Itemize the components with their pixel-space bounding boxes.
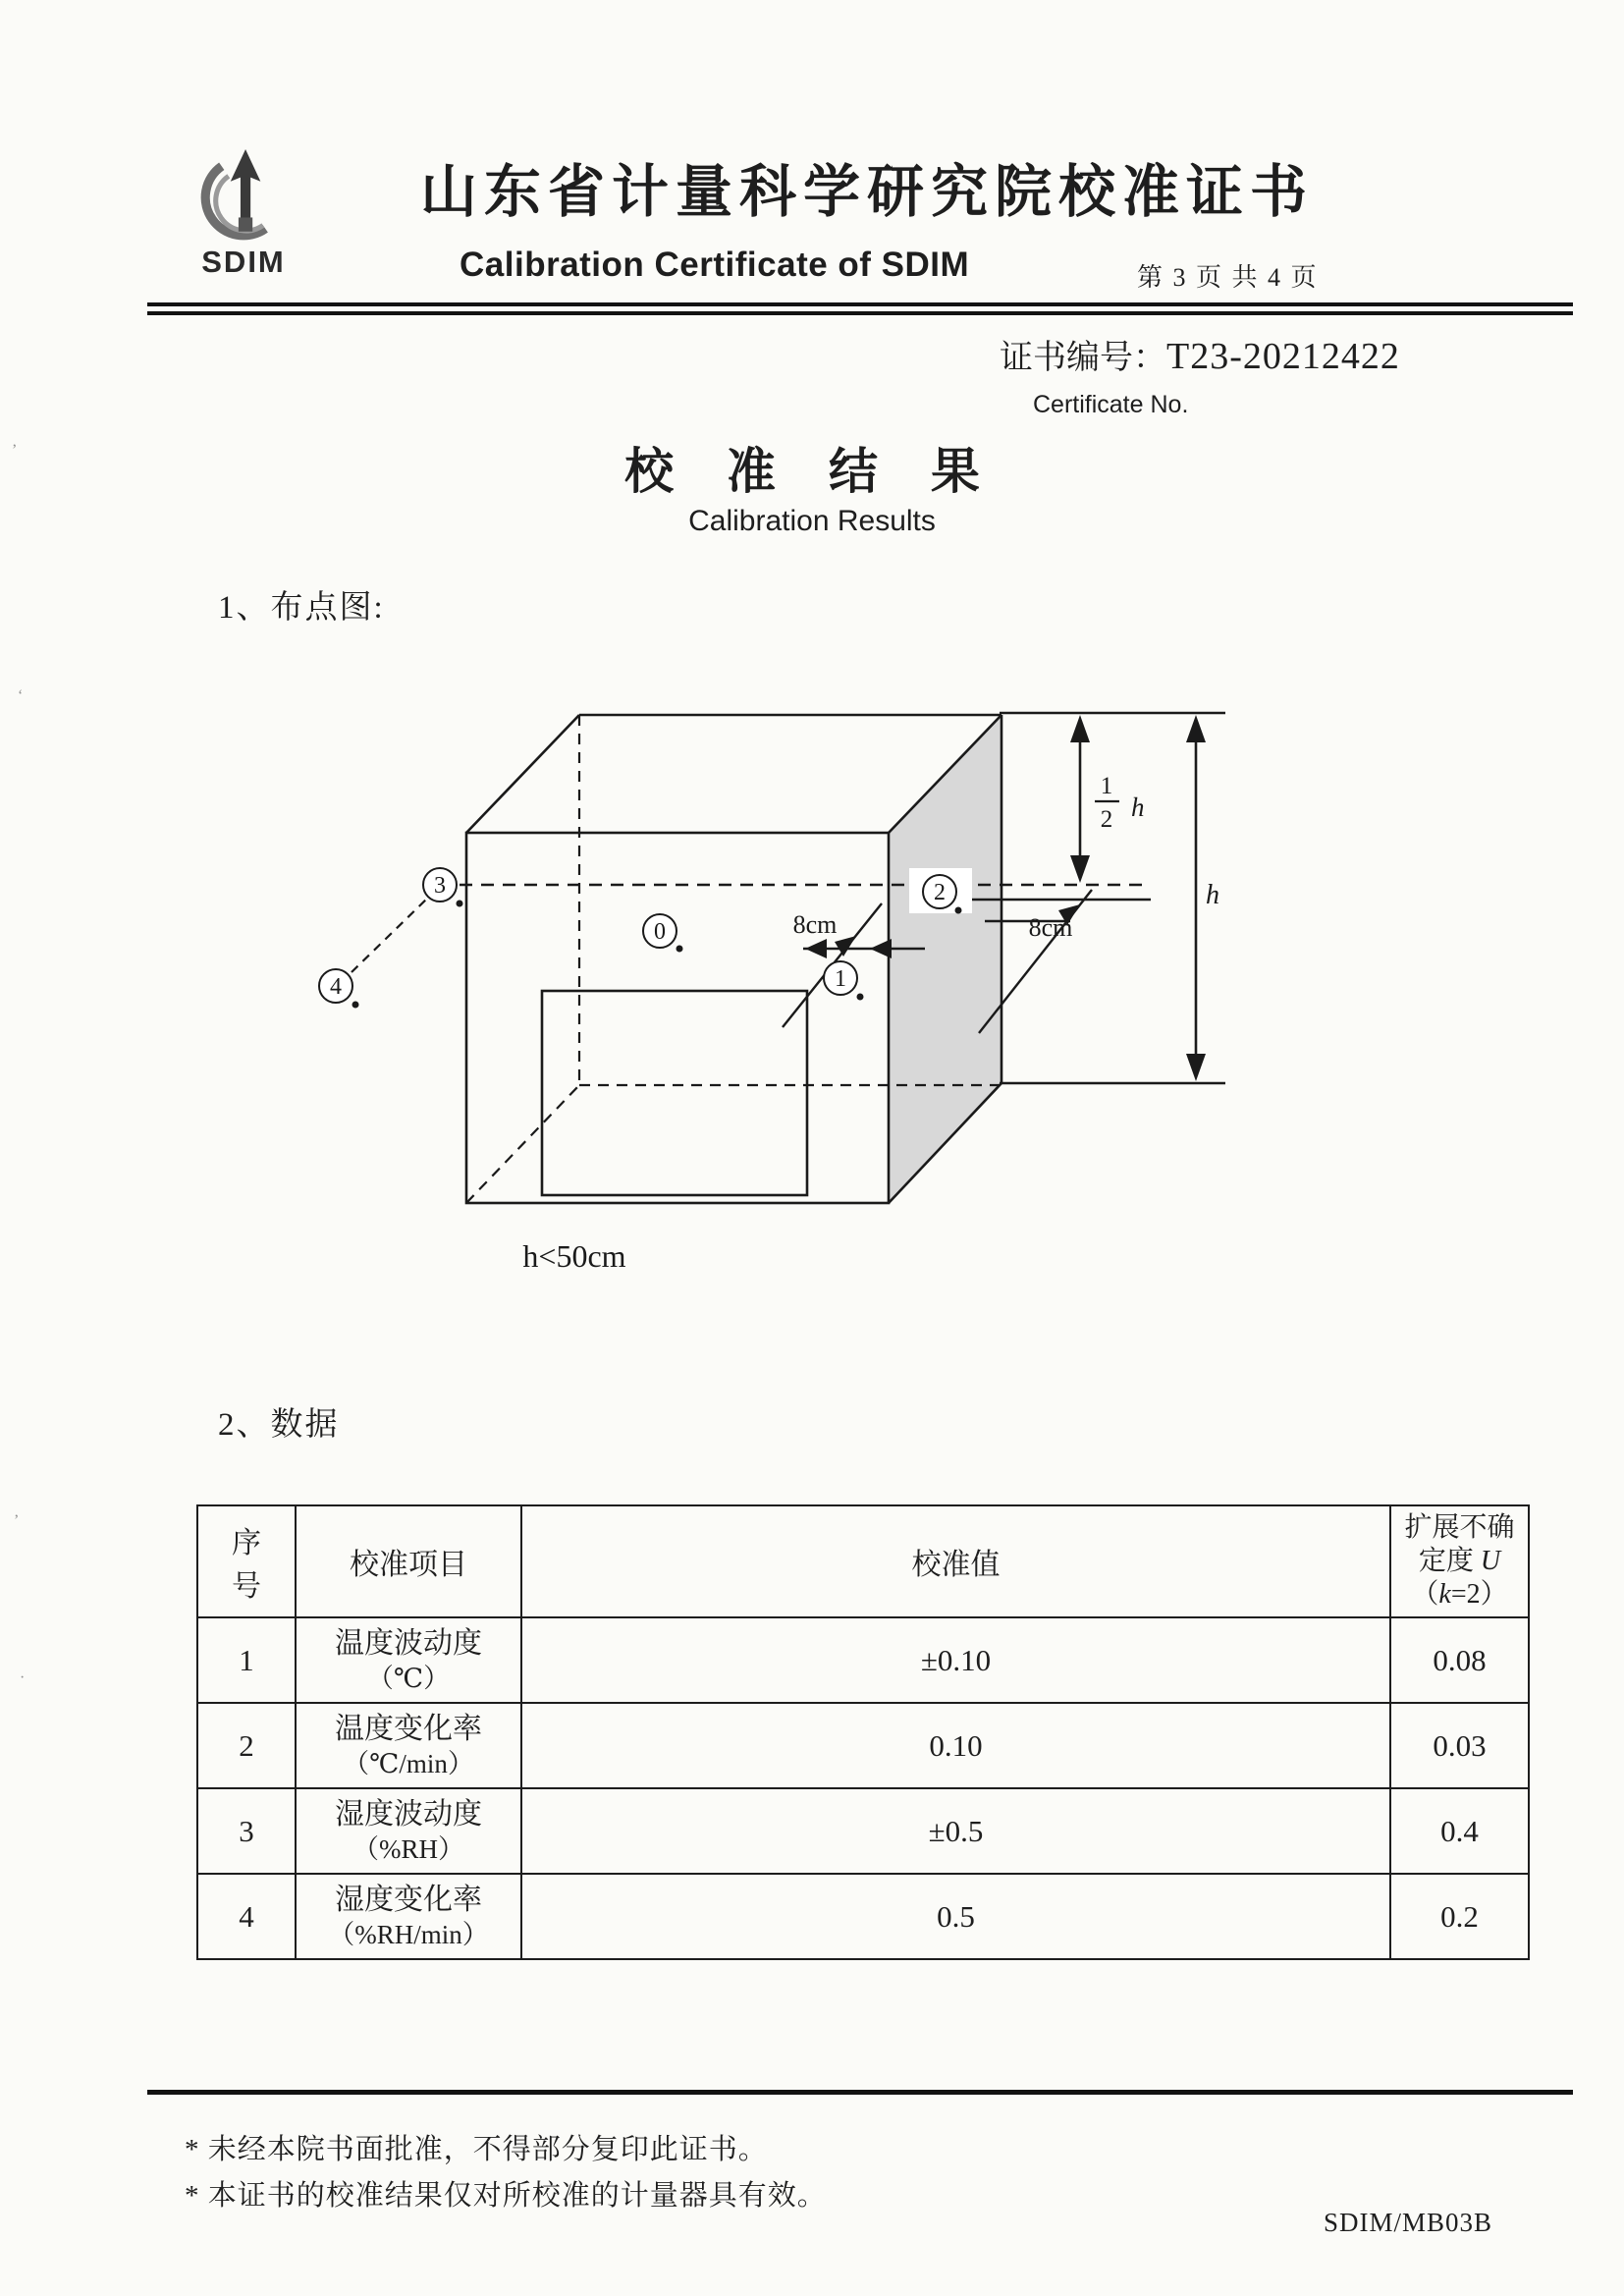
fraction-numerator: 1 bbox=[1100, 773, 1113, 799]
col-header-uncertainty bbox=[1390, 1505, 1529, 1617]
section2-heading: 2、数据 bbox=[218, 1407, 340, 1443]
table-row bbox=[197, 1874, 1529, 1959]
table-row bbox=[197, 1703, 1529, 1788]
scan-artifact: ‘ bbox=[18, 687, 24, 704]
half-height-variable: h bbox=[1131, 793, 1145, 822]
scan-artifact: ’ bbox=[12, 442, 18, 459]
certificate-number-value: T23-20212422 bbox=[1166, 336, 1400, 377]
uncertainty-header-line1: 扩展不确 bbox=[1404, 1512, 1515, 1543]
sdim-logo bbox=[180, 147, 307, 280]
table-row bbox=[197, 1788, 1529, 1874]
row3-item-name: 湿度波动度 bbox=[335, 1797, 482, 1831]
diagram-caption: h<50cm bbox=[522, 1238, 626, 1274]
fraction-denominator: 2 bbox=[1100, 806, 1113, 833]
shaded-right-face bbox=[889, 715, 1001, 1203]
inset-right-label: 8cm bbox=[1028, 913, 1073, 942]
row3-item bbox=[296, 1788, 521, 1874]
half-height-dimension-arrow bbox=[1070, 715, 1090, 883]
uncertainty-header-line2 bbox=[1391, 1545, 1528, 1578]
point-3-label: 3 bbox=[434, 873, 446, 899]
row4-value: 0.5 bbox=[521, 1874, 1390, 1959]
uncertainty-symbol-u: U bbox=[1480, 1546, 1501, 1576]
placement-diagram bbox=[295, 636, 1227, 1280]
section1-heading: 1、布点图: bbox=[218, 590, 385, 626]
inner-door-rect bbox=[542, 991, 807, 1195]
header-divider bbox=[147, 302, 1573, 315]
row3-item-unit: （%RH） bbox=[352, 1833, 464, 1864]
chamber-diagram-drawing bbox=[295, 636, 1227, 1280]
serial-header-line1: 序 bbox=[232, 1527, 261, 1559]
row2-uncertainty: 0.03 bbox=[1390, 1703, 1529, 1788]
certificate-number-label-cn: 证书编号： bbox=[1000, 340, 1166, 376]
footer-note-1: * 未经本院书面批准，不得部分复印此证书。 bbox=[185, 2134, 768, 2165]
uncertainty-header-line3 bbox=[1391, 1578, 1528, 1612]
col-header-item: 校准项目 bbox=[296, 1505, 521, 1617]
k-paren-open: （ bbox=[1411, 1579, 1439, 1610]
row3-value: ±0.5 bbox=[521, 1788, 1390, 1874]
row2-serial: 2 bbox=[197, 1703, 296, 1788]
row3-uncertainty: 0.4 bbox=[1390, 1788, 1529, 1874]
serial-header-line2: 号 bbox=[232, 1570, 261, 1603]
row4-item-name: 湿度变化率 bbox=[335, 1883, 482, 1916]
row4-item-unit: （%RH/min） bbox=[328, 1919, 489, 1949]
sdim-emblem-icon bbox=[198, 147, 289, 244]
results-title-cn: 校 准 结 果 bbox=[624, 444, 1000, 499]
calibration-data-table bbox=[196, 1504, 1530, 1960]
results-title-en: Calibration Results bbox=[688, 505, 936, 537]
row3-serial: 3 bbox=[197, 1788, 296, 1874]
form-code: SDIM/MB03B bbox=[1324, 2208, 1493, 2237]
page-title-cn: 山东省计量科学研究院校准证书 bbox=[420, 160, 1315, 224]
depth-line-4-3 bbox=[352, 898, 428, 972]
col-header-serial bbox=[197, 1505, 296, 1617]
scan-artifact: ’ bbox=[14, 1512, 20, 1529]
point-circles bbox=[319, 868, 972, 1003]
row2-value: 0.10 bbox=[521, 1703, 1390, 1788]
height-variable-label: h bbox=[1206, 880, 1219, 910]
row2-item-name: 温度变化率 bbox=[335, 1712, 482, 1745]
page-title-en: Calibration Certificate of SDIM bbox=[460, 246, 970, 284]
row2-item-unit: （℃/min） bbox=[343, 1748, 474, 1778]
coverage-factor-k: k bbox=[1438, 1579, 1451, 1610]
footer-note-2: * 本证书的校准结果仅对所校准的计量器具有效。 bbox=[185, 2180, 827, 2212]
scan-artifact: · bbox=[20, 1669, 26, 1686]
page-number-info: 第 3 页 共 4 页 bbox=[1137, 263, 1319, 292]
point-0-label: 0 bbox=[654, 919, 666, 945]
point-2-label: 2 bbox=[934, 880, 946, 905]
inset-left-label: 8cm bbox=[792, 910, 838, 939]
row4-serial: 4 bbox=[197, 1874, 296, 1959]
certificate-number-label-en: Certificate No. bbox=[1033, 391, 1189, 418]
dimension-reference-lines bbox=[1000, 713, 1225, 1083]
row1-item-name: 温度波动度 bbox=[335, 1626, 482, 1660]
footer-divider bbox=[147, 2090, 1573, 2095]
point-1-label: 1 bbox=[835, 966, 846, 992]
height-dimension-arrow bbox=[1186, 715, 1206, 1081]
row1-item-unit: （℃） bbox=[366, 1663, 451, 1693]
k-value: =2） bbox=[1450, 1579, 1508, 1610]
row2-item bbox=[296, 1703, 521, 1788]
table-header-row bbox=[197, 1505, 1529, 1617]
row4-item bbox=[296, 1874, 521, 1959]
certificate-number-line bbox=[1000, 330, 1400, 378]
uncertainty-header-line2-text: 定度 bbox=[1418, 1546, 1481, 1576]
row4-uncertainty: 0.2 bbox=[1390, 1874, 1529, 1959]
point-4-label: 4 bbox=[330, 974, 342, 1000]
table-row bbox=[197, 1617, 1529, 1703]
row1-value: ±0.10 bbox=[521, 1617, 1390, 1703]
row1-serial: 1 bbox=[197, 1617, 296, 1703]
half-height-label bbox=[1095, 773, 1145, 833]
logo-label: SDIM bbox=[201, 245, 286, 279]
col-header-value: 校准值 bbox=[521, 1505, 1390, 1617]
row1-item bbox=[296, 1617, 521, 1703]
row1-uncertainty: 0.08 bbox=[1390, 1617, 1529, 1703]
